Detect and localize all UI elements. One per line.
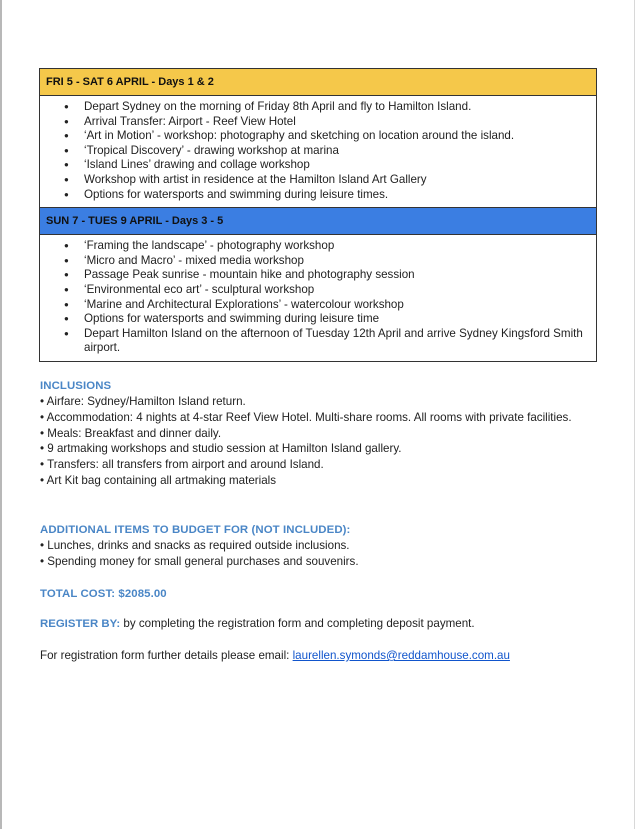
inclusion-item: • Airfare: Sydney/Hamilton Island return.	[40, 395, 246, 408]
list-item: ● Options for watersports and swimming during leisure times.	[84, 188, 590, 203]
contact-text: For registration form further details please email:	[40, 649, 293, 662]
register-label: REGISTER BY:	[40, 618, 121, 630]
inclusions-heading: INCLUSIONS	[40, 380, 112, 392]
inclusions-section	[40, 378, 600, 489]
register-line	[40, 616, 600, 632]
day-header-fri-sat: FRI 5 - SAT 6 APRIL - Days 1 & 2	[40, 69, 596, 96]
additional-item: • Spending money for small general purchases and souvenirs.	[40, 554, 359, 568]
total-cost-section	[40, 586, 600, 602]
additional-items-section	[40, 522, 600, 570]
list-item: ● ‘Art in Motion’ - workshop: photography and sketching on location around the island.	[84, 129, 590, 144]
list-item: ● Depart Hamilton Island on the afternoon of Tuesday 12th April and arrive Sydney Kingsford Smith airport.	[84, 327, 590, 356]
inclusion-item: • Transfers: all transfers from airport and around Island.	[40, 458, 324, 472]
email-link[interactable]: laurellen.symonds@reddamhouse.com.au	[292, 649, 510, 662]
list-item: ● ‘Micro and Macro’ - mixed media workshop	[84, 254, 590, 269]
inclusion-item: • Meals: Breakfast and dinner daily.	[40, 426, 222, 440]
list-item: ● ‘Framing the landscape’ - photography workshop	[84, 239, 590, 254]
day-list-sun-tues	[40, 235, 596, 361]
additional-items-heading: ADDITIONAL ITEMS TO BUDGET FOR (NOT INCLUDED):	[40, 524, 351, 536]
list-item: ● Options for watersports and swimming during leisure time	[84, 312, 590, 327]
inclusion-item: • 9 artmaking workshops and studio session at Hamilton Island gallery.	[40, 442, 402, 456]
list-item: ● ‘Island Lines’ drawing and collage workshop	[84, 158, 590, 173]
total-cost: TOTAL COST: $2085.00	[40, 588, 167, 600]
day-list-fri-sat	[40, 96, 596, 207]
list-item: ● Passage Peak sunrise - mountain hike and photography session	[84, 268, 590, 283]
list-item: ● Depart Sydney on the morning of Friday 8th April and fly to Hamilton Island.	[84, 100, 590, 115]
register-text: by completing the registration form and completing deposit payment.	[120, 617, 475, 630]
itinerary-table	[39, 68, 597, 362]
page-edge-left	[0, 0, 2, 829]
list-item: ● Workshop with artist in residence at the Hamilton Island Art Gallery	[84, 173, 590, 188]
additional-item: • Lunches, drinks and snacks as required outside inclusions.	[40, 539, 350, 552]
contact-section	[40, 648, 600, 664]
list-item: ● Arrival Transfer: Airport - Reef View Hotel	[84, 115, 590, 130]
day-header-sun-tues: SUN 7 - TUES 9 APRIL - Days 3 - 5	[40, 207, 596, 235]
inclusion-item: • Art Kit bag containing all artmaking materials	[40, 473, 277, 487]
register-section	[40, 616, 600, 632]
contact-line	[40, 648, 600, 664]
list-item: ● ‘Marine and Architectural Explorations’ - watercolour workshop	[84, 298, 590, 313]
list-item: ● ‘Tropical Discovery’ - drawing workshop at marina	[84, 144, 590, 159]
list-item: ● ‘Environmental eco art’ - sculptural workshop	[84, 283, 590, 298]
inclusion-item: • Accommodation: 4 nights at 4-star Reef View Hotel. Multi-share rooms. All rooms with private facilities.	[40, 410, 572, 424]
